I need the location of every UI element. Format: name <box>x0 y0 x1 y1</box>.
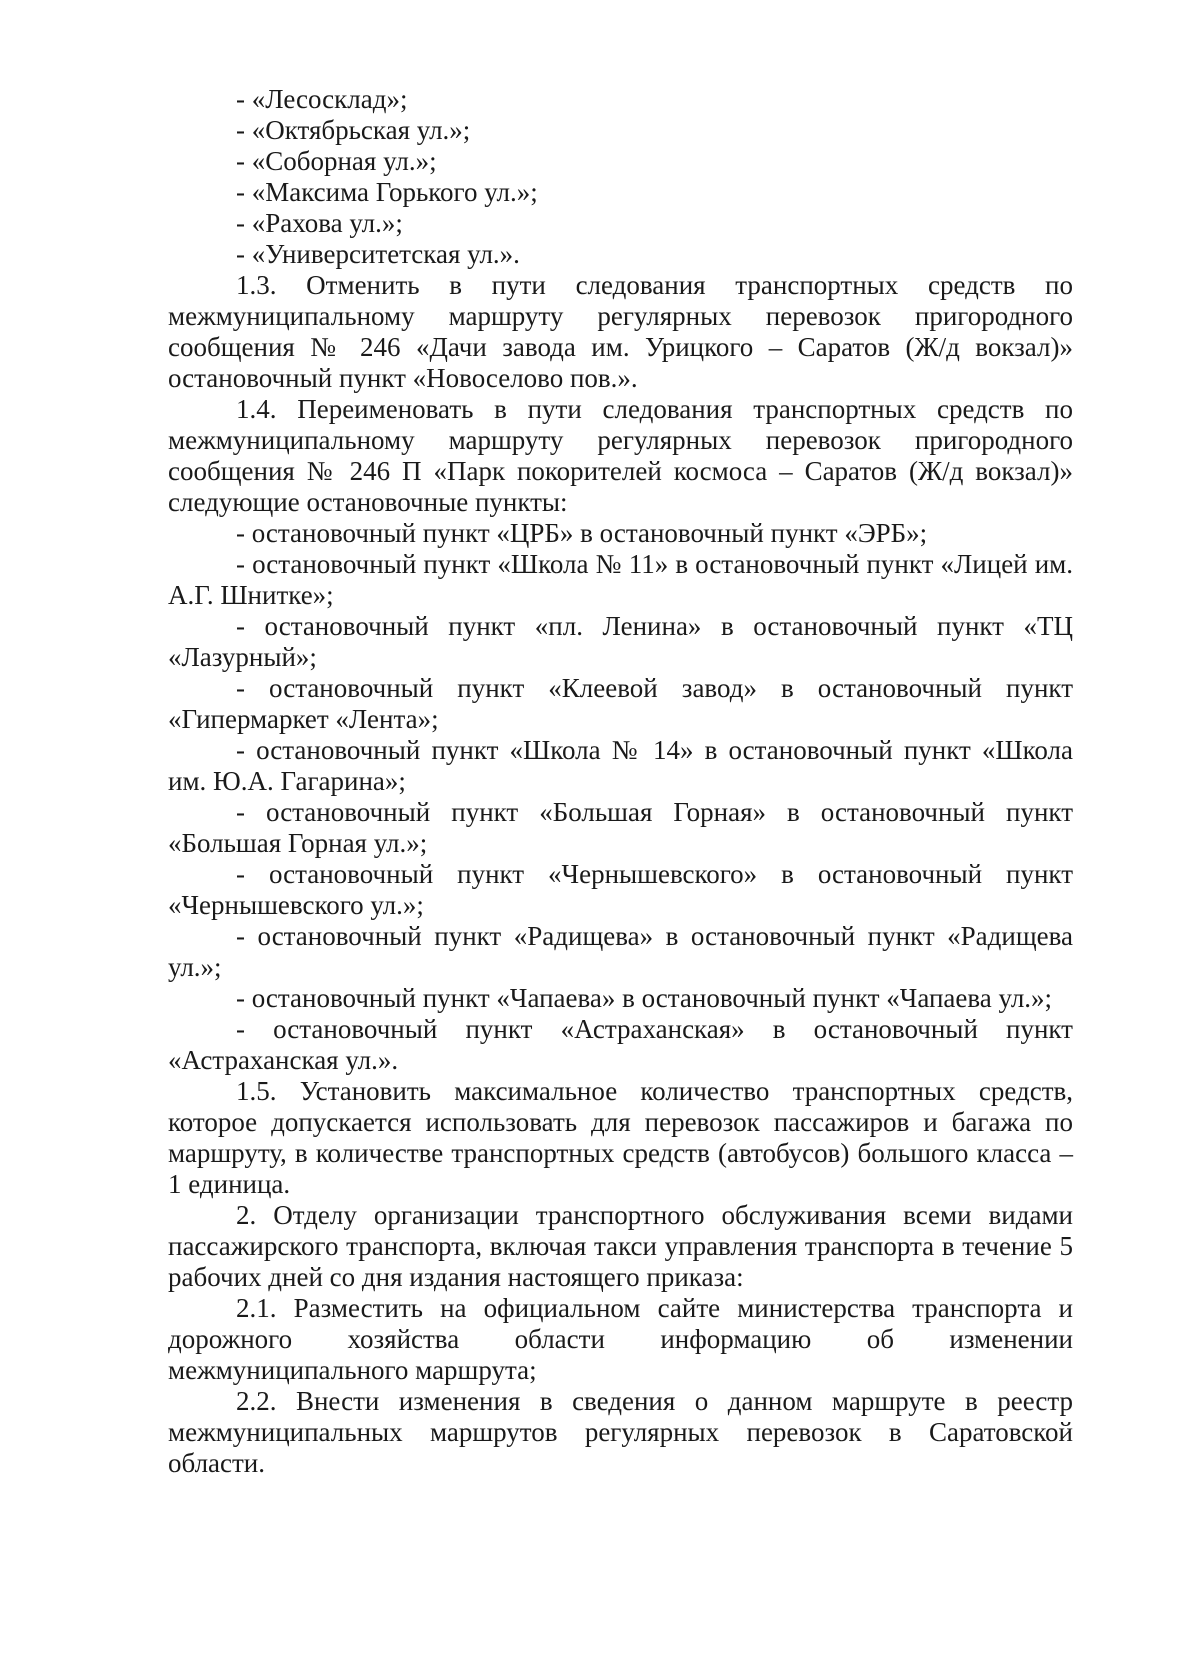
document-page <box>168 84 1073 1479</box>
paragraph-1-4: 1.4. Переименовать в пути следования транспортных средств по межмуниципальному маршруту регулярных перевозок пригородного сообщения № 246 П «Парк покорителей космоса – Саратов (Ж/д вокзал)» следующие остановочные пункты: <box>168 394 1073 517</box>
rename-item: - остановочный пункт «пл. Ленина» в остановочный пункт «ТЦ «Лазурный»; <box>168 611 1073 672</box>
rename-item: - остановочный пункт «Радищева» в остановочный пункт «Радищева ул.»; <box>168 921 1073 982</box>
paragraph-2-2: 2.2. Внести изменения в сведения о данном маршруте в реестр межмуниципальных маршрутов регулярных перевозок в Саратовской области. <box>168 1386 1073 1478</box>
stops-list <box>168 84 1073 270</box>
rename-item: - остановочный пункт «Большая Горная» в остановочный пункт «Большая Горная ул.»; <box>168 797 1073 858</box>
rename-item: - остановочный пункт «Клеевой завод» в остановочный пункт «Гипермаркет «Лента»; <box>168 673 1073 734</box>
paragraph-1-5: 1.5. Установить максимальное количество транспортных средств, которое допускается использовать для перевозок пассажиров и багажа по маршруту, в количестве транспортных средств (автобусов) большого класса – 1 единица. <box>168 1076 1073 1199</box>
list-item: - «Октябрьская ул.»; <box>236 115 471 145</box>
paragraph-2-1: 2.1. Разместить на официальном сайте министерства транспорта и дорожного хозяйства области информацию об изменении межмуниципального маршрута; <box>168 1293 1073 1385</box>
renames-list <box>168 518 1073 1076</box>
rename-item: - остановочный пункт «Чернышевского» в остановочный пункт «Чернышевского ул.»; <box>168 859 1073 920</box>
list-item: - «Университетская ул.». <box>236 239 520 269</box>
rename-item: - остановочный пункт «Школа № 11» в остановочный пункт «Лицей им. А.Г. Шнитке»; <box>168 549 1073 610</box>
rename-item: - остановочный пункт «Астраханская» в остановочный пункт «Астраханская ул.». <box>168 1014 1073 1075</box>
list-item: - «Соборная ул.»; <box>236 146 437 176</box>
list-item: - «Рахова ул.»; <box>236 208 403 238</box>
list-item: - «Лесосклад»; <box>236 84 408 114</box>
rename-item: - остановочный пункт «ЦРБ» в остановочный пункт «ЭРБ»; <box>236 518 928 548</box>
paragraph-2: 2. Отделу организации транспортного обслуживания всеми видами пассажирского транспорта, включая такси управления транспорта в течение 5 рабочих дней со дня издания настоящего приказа: <box>168 1200 1073 1292</box>
list-item: - «Максима Горького ул.»; <box>236 177 538 207</box>
paragraph-1-3: 1.3. Отменить в пути следования транспортных средств по межмуниципальному маршруту регулярных перевозок пригородного сообщения № 246 «Дачи завода им. Урицкого – Саратов (Ж/д вокзал)» остановочный пункт «Новоселово пов.». <box>168 270 1073 393</box>
rename-item: - остановочный пункт «Школа № 14» в остановочный пункт «Школа им. Ю.А. Гагарина»; <box>168 735 1073 796</box>
rename-item: - остановочный пункт «Чапаева» в остановочный пункт «Чапаева ул.»; <box>236 983 1053 1013</box>
